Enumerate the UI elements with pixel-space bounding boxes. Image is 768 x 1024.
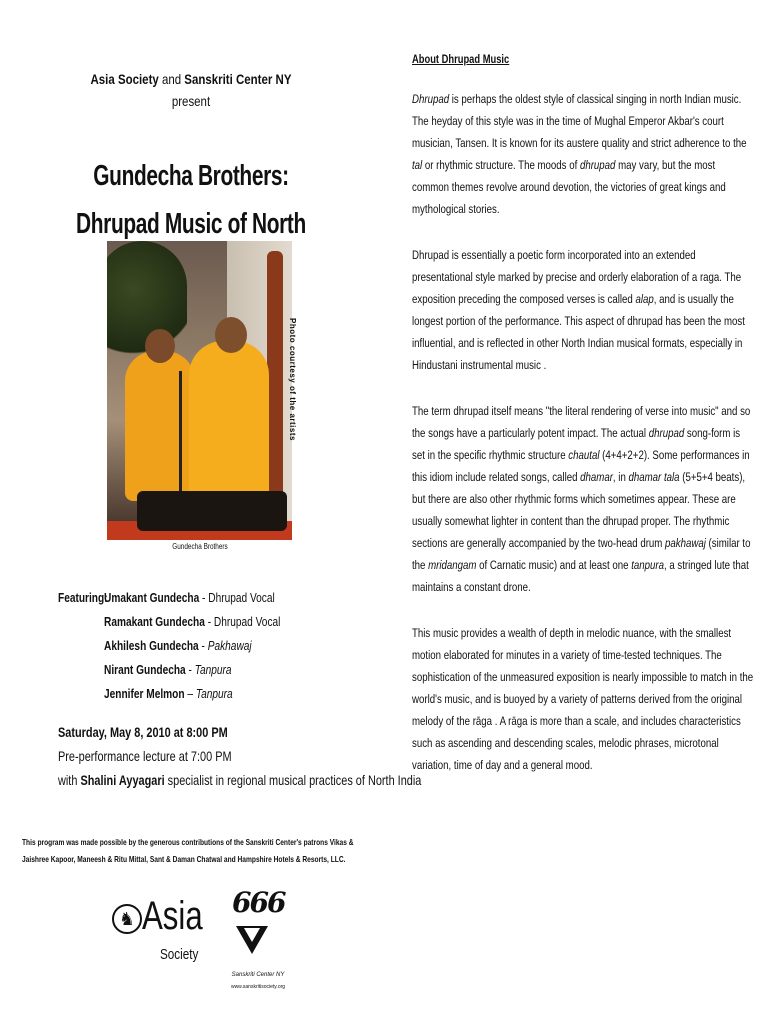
asia-logo-sub: Society <box>160 946 199 963</box>
photo-singer-1 <box>125 351 195 501</box>
speaker-desc: specialist in regional musical practices of North India <box>167 772 422 788</box>
photo-singer-2 <box>189 341 269 511</box>
artist-sep: - <box>199 590 209 605</box>
artist-row <box>104 634 280 658</box>
sanskriti-center-logo <box>228 886 286 1001</box>
artist-list <box>104 586 330 706</box>
artist-role: Dhrupad Vocal <box>213 614 281 629</box>
artist-role: Tanpura <box>194 662 232 677</box>
term-alap: alap <box>635 292 654 306</box>
p1-text: is perhaps the oldest style of classical singing in north Indian music. The heyday of this style was in the time of Mughal Emperor Akbar's court musician, Tansen. It is known for its austere quality and strict adherence to the <box>412 92 747 150</box>
about-paragraph-1 <box>412 88 754 220</box>
photo-tanpura <box>267 251 283 501</box>
p3-text: The term dhrupad itself means "the literal rendering of verse into music" and so the songs have a particularly potent impact. The actual <box>412 404 751 440</box>
artist-row <box>104 586 280 610</box>
sanskriti-triangle-inner-icon <box>244 928 260 942</box>
p2-text: Dhrupad is essentially a poetic form incorporated into an extended presentational style marked by precise and orderly elaboration of a raga. The exposition preceding the composed verses is called <box>412 248 742 306</box>
performers-photo <box>107 241 292 540</box>
photo-caption: Gundecha Brothers <box>172 542 228 551</box>
about-paragraph-3 <box>412 400 754 598</box>
artist-sep: – <box>184 686 196 701</box>
event-date: Saturday, May 8, 2010 at 8:00 PM <box>58 724 228 740</box>
term-chautal: chautal <box>568 448 600 462</box>
presenter-org-1: Asia Society <box>90 71 159 87</box>
photo-singer-1-head <box>145 329 175 363</box>
artist-sep: - <box>198 638 208 653</box>
p3-text: (5+5+4 beats), but there are also other rhythmic forms which sometimes appear. These are usually somewhat lighter in content than the dhrupad proper. The rhythmic sections are generally accompanied by the two-head drum <box>412 470 746 550</box>
p1-text: may vary, but the most common themes revolve around devotion, the victories of great kings and mythological stories. <box>412 158 726 216</box>
artist-name: Umakant Gundecha <box>104 590 200 605</box>
artist-row <box>104 610 280 634</box>
sanskriti-logo-mark: 666 <box>232 886 285 919</box>
p1-text: or rhythmic structure. The moods of <box>422 158 580 172</box>
artist-name: Ramakant Gundecha <box>104 614 205 629</box>
present-word: present <box>171 93 211 109</box>
artist-row <box>104 682 280 706</box>
p3-text: (similar to the <box>412 536 751 572</box>
artist-row <box>104 658 280 682</box>
p3-text: of Carnatic music) and at least one <box>476 558 632 572</box>
term-dhrupad: dhrupad <box>579 158 616 172</box>
term-pakhawaj: pakhawaj <box>665 536 706 550</box>
with-word: with <box>58 772 78 788</box>
about-column <box>412 52 752 776</box>
sponsor-acknowledgement: This program was made possible by the generous contributions of the Sanskriti Center's patrons Vikas & Jaishree Kapoor, Maneesh & Ritu Mittal, Sant & Daman Chatwal and Hampshire Hotels & Resorts, LLC. <box>22 837 354 864</box>
presenter-joiner: and <box>161 71 182 87</box>
p3-text: , in <box>612 470 629 484</box>
photo-credit: Photo courtesy of the artists <box>288 318 297 441</box>
p2-text: , and is usually the longest portion of the performance. This aspect of dhrupad has been the most influential, and is reflected in other North Indian musical formats, especially in Hindustani instrumental music . <box>412 292 745 372</box>
artist-sep: - <box>204 614 214 629</box>
term-mridangam: mridangam <box>428 558 477 572</box>
artist-role: Pakhawaj <box>207 638 252 653</box>
featuring-label: Featuring: <box>58 590 108 605</box>
asia-society-logo <box>112 894 222 990</box>
term-dhrupad: dhrupad <box>648 426 685 440</box>
artist-role: Dhrupad Vocal <box>208 590 275 605</box>
p3-text: , a stringed lute that maintains a constant drone. <box>412 558 749 594</box>
artist-sep: - <box>185 662 195 677</box>
term-tanpura: tanpura <box>631 558 664 572</box>
title-line-1: Gundecha Brothers: <box>93 160 289 192</box>
asia-logo-word: Asia <box>142 894 203 938</box>
artist-role: Tanpura <box>195 686 233 701</box>
artist-name: Jennifer Melmon <box>104 686 185 701</box>
title-line-2: Dhrupad Music of North <box>76 208 306 240</box>
p3-text: (4+4+2+2). Some performances in this idiom include related songs, called <box>412 448 750 484</box>
presenters <box>34 68 347 112</box>
about-paragraph-2 <box>412 244 754 376</box>
about-paragraph-4: This music provides a wealth of depth in melodic nuance, with the smallest motion elaborated for minutes in a variety of time-tested techniques. The sophistication of the unmeasured exposition is nearly impossible to match in the world's music, and is buoyed by a variety of patterns derived from the original melody of the rāga . A rāga is more than a scale, and includes characteristics such as ascending and descending scales, melodic phrases, microtonal variation, time of day and a general mood. <box>412 626 754 772</box>
term-dhamar: dhamar <box>580 470 613 484</box>
term-dhamar-tala: dhamar tala <box>628 470 680 484</box>
presenter-org-2: Sanskriti Center NY <box>184 71 292 87</box>
sanskriti-logo-url: www.sanskritisociety.org <box>230 984 286 990</box>
asia-society-emblem-icon: ♞ <box>112 904 142 934</box>
artist-name: Nirant Gundecha <box>104 662 186 677</box>
term-dhrupad: Dhrupad <box>412 92 450 106</box>
photo-singer-2-head <box>215 317 247 353</box>
artist-name: Akhilesh Gundecha <box>104 638 199 653</box>
p3-text: song-form is set in the specific rhythmic structure <box>412 426 741 462</box>
speaker-name: Shalini Ayyagari <box>80 772 165 788</box>
sanskriti-logo-name: Sanskriti Center NY <box>231 972 285 978</box>
photo-drum <box>137 491 287 531</box>
event-speaker-line <box>58 768 421 792</box>
event-lecture: Pre-performance lecture at 7:00 PM <box>58 748 232 764</box>
term-tal: tal <box>412 158 423 172</box>
about-heading: About Dhrupad Music <box>412 52 510 66</box>
